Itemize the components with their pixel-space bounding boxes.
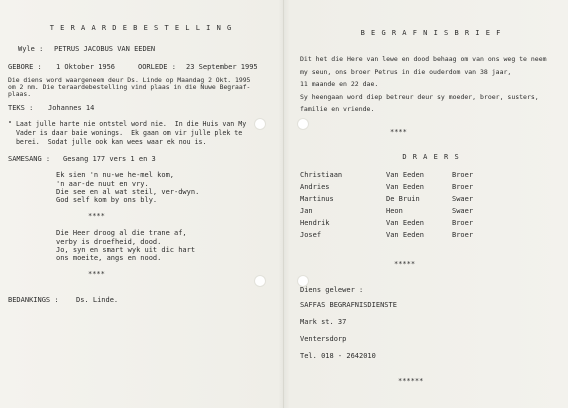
page-fold	[283, 0, 284, 408]
draer-name: Andries	[300, 183, 330, 191]
draer-row	[300, 219, 562, 228]
verse1-line-4: God self kom by ons bly.	[56, 196, 158, 204]
draer-name: Jan	[300, 207, 313, 215]
right-title: B E G R A F N I S B R I E F	[360, 29, 502, 37]
draer-relation: Swaer	[452, 207, 474, 215]
verse2-line-1: Die Heer droog al die trane af,	[56, 229, 187, 237]
quote-line-3: berei. Sodat julle ook kan wees waar ek nou is.	[8, 138, 207, 146]
verse2-line-3: Jo, syn en smart wyk uit dic hart	[56, 246, 196, 254]
quote-line-1: " Laat julle harte nie ontstel word nie. In die Huis van My	[8, 120, 247, 128]
body-separator: ****	[390, 128, 407, 136]
intro-line-2: om 2 nm. Die teraardebestelling vind plaas in die Nuwe Begraaf-	[8, 83, 251, 91]
draer-name: Martinus	[300, 195, 334, 203]
quote-line-2: Vader is daar baie wonings. Ek gaan om vir julle plek te	[8, 129, 243, 137]
draer-surname: Van Eeden	[386, 219, 424, 227]
draer-name: Josef	[300, 231, 322, 239]
right-page	[300, 0, 562, 385]
gebore-date: 1 Oktober 1956	[56, 63, 116, 71]
draer-relation: Broer	[452, 171, 474, 179]
draer-surname: Van Eeden	[386, 183, 424, 191]
left-title: T E R A A R D E B E S T E L L I N G	[49, 24, 233, 32]
verse2-line-2: verby is droefheid, dood.	[56, 238, 162, 246]
body-line-3: 11 maande en 22 dae.	[300, 80, 379, 88]
wyle-name: PETRUS JACOBUS VAN EEDEN	[54, 45, 156, 53]
draers-table	[300, 171, 562, 243]
draer-surname: De Bruin	[386, 195, 420, 203]
wyle-label: Wyle :	[18, 45, 44, 53]
gelewer-label: Diens gelewer :	[300, 286, 364, 294]
draer-surname: Heon	[386, 207, 403, 215]
draers-title: D R A E R S	[402, 153, 460, 161]
intro-line-1: Die diens word waargeneem deur Ds. Linde op Maandag 2 Okt. 1995	[8, 76, 251, 84]
body-line-2: my seun, ons broer Petrus in die ouderdom van 38 jaar,	[300, 68, 512, 76]
left-page	[8, 0, 274, 369]
verse2-line-4: ons moeite, angs en nood.	[56, 254, 162, 262]
draer-row	[300, 171, 562, 180]
body-line-5: familie en vriende.	[300, 105, 375, 113]
oorlede-date: 23 September 1995	[186, 63, 258, 71]
street-address: Mark st. 37	[300, 318, 347, 326]
verse1-line-2: 'n aar-de nuut en vry.	[56, 180, 149, 188]
intro-line-3: plaas.	[8, 90, 32, 98]
draer-name: Christiaan	[300, 171, 343, 179]
teks-label: TEKS :	[8, 104, 34, 112]
draer-relation: Broer	[452, 183, 474, 191]
draer-row	[300, 183, 562, 192]
draer-relation: Broer	[452, 231, 474, 239]
town: Ventersdorp	[300, 335, 347, 343]
teks-value: Johannes 14	[48, 104, 95, 112]
body-line-4: Sy heengaan word diep betreur deur sy moeder, broer, susters,	[300, 93, 539, 101]
verse-separator-2: ****	[88, 270, 105, 278]
samesang-value: Gesang 177 vers 1 en 3	[63, 155, 156, 163]
draer-relation: Broer	[452, 219, 474, 227]
draer-row	[300, 231, 562, 240]
bedankings-value: Ds. Linde.	[76, 296, 119, 304]
body-line-1: Dit het die Here van lewe en dood behaag om van ons weg te neem	[300, 55, 547, 63]
samesang-label: SAMESANG :	[8, 155, 51, 163]
company-name: SAFFAS BEGRAFNISDIENSTE	[300, 301, 397, 309]
closing-separator: ******	[398, 377, 424, 385]
draer-surname: Van Eeden	[386, 231, 424, 239]
draer-row	[300, 207, 562, 216]
draer-relation: Swaer	[452, 195, 474, 203]
verse1-line-3: Die see en al wat steil, ver-dwyn.	[56, 188, 200, 196]
bedankings-label: BEDANKINGS :	[8, 296, 59, 304]
telephone: Tel. 018 - 2642010	[300, 352, 376, 360]
verse1-line-1: Ek sien 'n nu-we he-mel kom,	[56, 171, 175, 179]
punch-hole-right-bottom	[298, 276, 308, 286]
draer-row	[300, 195, 562, 204]
draers-separator: *****	[394, 260, 416, 268]
oorlede-label: OORLEDE :	[138, 63, 176, 71]
draer-surname: Van Eeden	[386, 171, 424, 179]
draer-name: Hendrik	[300, 219, 330, 227]
gebore-label: GEBORE :	[8, 63, 42, 71]
verse-separator-1: ****	[88, 212, 105, 220]
